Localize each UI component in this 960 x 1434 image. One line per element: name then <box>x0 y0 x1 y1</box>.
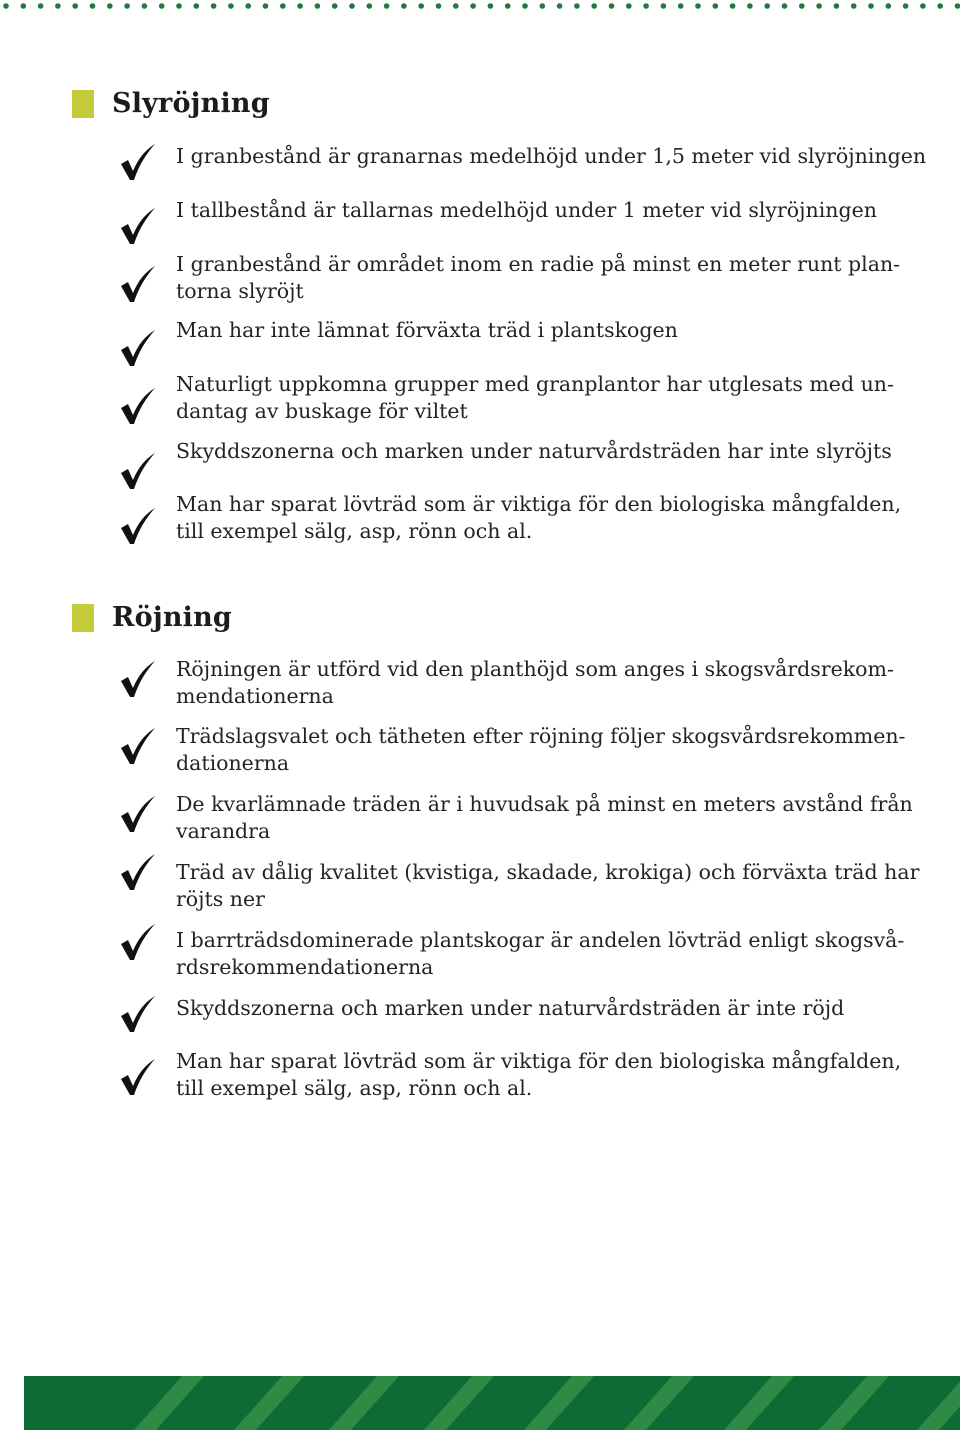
checklist-item-text: I granbestånd är området inom en radie på minst en meter runt plan- torna slyröjt <box>176 252 901 303</box>
checklist-item-text: Man har sparat lövträd som är viktiga för den biologiska mångfalden, till exempel sälg, asp, rönn och al. <box>176 1049 902 1100</box>
checkmark-icon <box>118 387 158 427</box>
checklist-item-text: Naturligt uppkomna grupper med granplantor har utglesats med un- dantag av buskage för viltet <box>176 372 894 423</box>
checklist-item-text: Man har inte lämnat förväxta träd i plantskogen <box>176 318 678 342</box>
footer-stripe-band <box>24 1376 960 1430</box>
checkmark-icon <box>118 853 158 893</box>
checkmark-icon <box>118 795 158 835</box>
checkmark-icon <box>118 660 158 700</box>
checkmark-icon <box>118 1058 158 1098</box>
checklist-item-text: I granbestånd är granarnas medelhöjd under 1,5 meter vid slyröjningen <box>176 144 927 168</box>
checklist-item-text: I tallbestånd är tallarnas medelhöjd under 1 meter vid slyröjningen <box>176 198 877 222</box>
checklist-item-text: Träd av dålig kvalitet (kvistiga, skadade, krokiga) och förväxta träd har röjts ner <box>176 860 920 911</box>
checkmark-icon <box>118 452 158 492</box>
checkmark-icon <box>118 995 158 1035</box>
section-title: Slyröjning <box>112 88 270 119</box>
checklist-item-text: Trädslagsvalet och tätheten efter röjning följer skogsvårdsrekommen- dationerna <box>176 724 906 775</box>
checklist-item-text: Skyddszonerna och marken under naturvårdsträden har inte slyröjts <box>176 439 892 463</box>
checkmark-icon <box>118 143 158 183</box>
section-header <box>72 86 952 122</box>
checkmark-icon <box>118 265 158 305</box>
square-marker-icon <box>72 604 94 632</box>
checkmark-icon <box>118 727 158 767</box>
section-rojning <box>72 600 952 1100</box>
checkmark-icon <box>118 329 158 369</box>
square-marker-icon <box>72 90 94 118</box>
checklist-item-text: Skyddszonerna och marken under naturvårdsträden är inte röjd <box>176 996 845 1020</box>
checklist-item-text: Man har sparat lövträd som är viktiga för den biologiska mångfalden, till exempel sälg, asp, rönn och al. <box>176 492 902 543</box>
checklist-item-text: Röjningen är utförd vid den planthöjd som anges i skogsvårdsrekom- mendationerna <box>176 657 894 708</box>
checklist-item-text: I barrträdsdominerade plantskogar är andelen lövträd enligt skogsvå- rdsrekommendationerna <box>176 928 905 979</box>
checkmark-icon <box>118 923 158 963</box>
section-title: Röjning <box>112 602 233 633</box>
checklist-item-text: De kvarlämnade träden är i huvudsak på minst en meters avstånd från varandra <box>176 792 913 843</box>
section-slyrojning <box>72 86 952 543</box>
checkmark-icon <box>118 207 158 247</box>
checkmark-icon <box>118 507 158 547</box>
dotted-top-border <box>0 0 960 14</box>
section-header <box>72 600 952 636</box>
